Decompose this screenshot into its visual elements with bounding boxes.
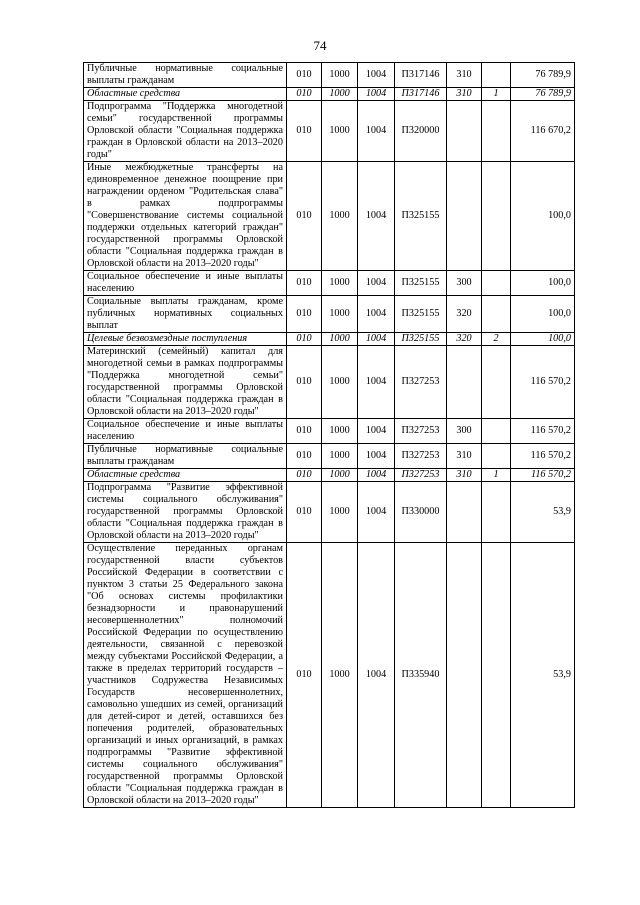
- amount-cell: 116 670,2: [511, 101, 575, 162]
- expense-type-cell: 300: [447, 419, 482, 444]
- table-row: [84, 63, 575, 88]
- budget-table: [83, 62, 575, 808]
- amount-cell: 100,0: [511, 333, 575, 346]
- section-code-cell: 1000: [322, 419, 358, 444]
- target-article-cell: П325155: [395, 162, 447, 271]
- expense-type-cell: 300: [447, 271, 482, 296]
- target-article-cell: П325155: [395, 271, 447, 296]
- target-article-cell: П317146: [395, 63, 447, 88]
- source-code-cell: [482, 346, 511, 419]
- table-row: [84, 333, 575, 346]
- amount-cell: 76 789,9: [511, 88, 575, 101]
- row-name-cell: Подпрограмма "Поддержка многодетной семьи" государственной программы Орловской области "Социальная поддержка граждан в Орловской области на 2013–2020 годы": [84, 101, 287, 162]
- section-code-cell: 1000: [322, 296, 358, 333]
- section-code-cell: 1000: [322, 101, 358, 162]
- expense-type-cell: 310: [447, 444, 482, 469]
- admin-code-cell: 010: [287, 88, 322, 101]
- subsection-code-cell: 1004: [358, 63, 395, 88]
- row-name-cell: Материнский (семейный) капитал для многодетной семьи в рамках подпрограммы "Поддержка многодетной семьи" государственной программы Орловской области "Социальная поддержка граждан в Орловской области на 2013–2020 годы": [84, 346, 287, 419]
- section-code-cell: 1000: [322, 63, 358, 88]
- table-row: [84, 162, 575, 271]
- amount-cell: 53,9: [511, 482, 575, 543]
- subsection-code-cell: 1004: [358, 333, 395, 346]
- row-name-cell: Публичные нормативные социальные выплаты гражданам: [84, 63, 287, 88]
- target-article-cell: П327253: [395, 444, 447, 469]
- section-code-cell: 1000: [322, 333, 358, 346]
- amount-cell: 116 570,2: [511, 346, 575, 419]
- expense-type-cell: [447, 543, 482, 808]
- table-row: [84, 88, 575, 101]
- section-code-cell: 1000: [322, 482, 358, 543]
- target-article-cell: П327253: [395, 419, 447, 444]
- table-row: [84, 101, 575, 162]
- row-name-cell: Областные средства: [84, 88, 287, 101]
- section-code-cell: 1000: [322, 162, 358, 271]
- subsection-code-cell: 1004: [358, 346, 395, 419]
- admin-code-cell: 010: [287, 469, 322, 482]
- amount-cell: 100,0: [511, 162, 575, 271]
- source-code-cell: 1: [482, 469, 511, 482]
- table-row: [84, 419, 575, 444]
- row-name-cell: Социальное обеспечение и иные выплаты населению: [84, 419, 287, 444]
- amount-cell: 116 570,2: [511, 444, 575, 469]
- subsection-code-cell: 1004: [358, 482, 395, 543]
- source-code-cell: [482, 162, 511, 271]
- source-code-cell: [482, 101, 511, 162]
- subsection-code-cell: 1004: [358, 296, 395, 333]
- amount-cell: 76 789,9: [511, 63, 575, 88]
- table-row: [84, 482, 575, 543]
- row-name-cell: Подпрограмма "Развитие эффективной системы социального обслуживания" государственной программы Орловской области "Социальная поддержка граждан в Орловской области на 2013–2020 годы": [84, 482, 287, 543]
- expense-type-cell: [447, 346, 482, 419]
- target-article-cell: П330000: [395, 482, 447, 543]
- amount-cell: 116 570,2: [511, 469, 575, 482]
- row-name-cell: Иные межбюджетные трансферты на единовременное денежное поощрение при награждении орденом "Родительская слава" в рамках подпрограммы "Совершенствование системы социальной поддержки отдельных категорий граждан" государственной программы Орловской области "Социальная поддержка граждан в Орловской области на 2013–2020 годы": [84, 162, 287, 271]
- table-row: [84, 271, 575, 296]
- page-number: 74: [313, 38, 327, 53]
- source-code-cell: [482, 63, 511, 88]
- row-name-cell: Социальные выплаты гражданам, кроме публичных нормативных социальных выплат: [84, 296, 287, 333]
- amount-cell: 116 570,2: [511, 419, 575, 444]
- row-name-cell: Целевые безвозмездные поступления: [84, 333, 287, 346]
- section-code-cell: 1000: [322, 444, 358, 469]
- row-name-cell: Областные средства: [84, 469, 287, 482]
- admin-code-cell: 010: [287, 271, 322, 296]
- table-row: [84, 469, 575, 482]
- target-article-cell: П325155: [395, 333, 447, 346]
- section-code-cell: 1000: [322, 88, 358, 101]
- target-article-cell: П327253: [395, 469, 447, 482]
- expense-type-cell: 320: [447, 333, 482, 346]
- section-code-cell: 1000: [322, 543, 358, 808]
- expense-type-cell: 320: [447, 296, 482, 333]
- admin-code-cell: 010: [287, 63, 322, 88]
- admin-code-cell: 010: [287, 444, 322, 469]
- admin-code-cell: 010: [287, 482, 322, 543]
- subsection-code-cell: 1004: [358, 419, 395, 444]
- source-code-cell: [482, 419, 511, 444]
- admin-code-cell: 010: [287, 543, 322, 808]
- expense-type-cell: 310: [447, 88, 482, 101]
- table-row: [84, 346, 575, 419]
- row-name-cell: Осуществление переданных органам государственной власти субъектов Российской Федерации в соответствии с пунктом 3 статьи 25 Федерального закона "Об основах системы профилактики безнадзорности и правонарушений несовершеннолетних" полномочий Российской Федерации по осуществлению деятельности, связанной с перевозкой между субъектами Российской Федерации, а также в пределах территорий государств – участников Содружества Независимых Государств несовершеннолетних, самовольно ушедших из семей, организаций для детей-сирот и детей, оставшихся без попечения родителей, образовательных организаций и иных организаций, в рамках подпрограммы "Развитие эффективной системы социального обслуживания" государственной программы Орловской области "Социальная поддержка граждан в Орловской области на 2013–2020 годы": [84, 543, 287, 808]
- subsection-code-cell: 1004: [358, 444, 395, 469]
- source-code-cell: [482, 271, 511, 296]
- expense-type-cell: [447, 482, 482, 543]
- target-article-cell: П320000: [395, 101, 447, 162]
- section-code-cell: 1000: [322, 346, 358, 419]
- expense-type-cell: 310: [447, 469, 482, 482]
- amount-cell: 100,0: [511, 271, 575, 296]
- source-code-cell: [482, 444, 511, 469]
- admin-code-cell: 010: [287, 419, 322, 444]
- subsection-code-cell: 1004: [358, 162, 395, 271]
- source-code-cell: [482, 543, 511, 808]
- table-row: [84, 444, 575, 469]
- expense-type-cell: 310: [447, 63, 482, 88]
- admin-code-cell: 010: [287, 346, 322, 419]
- admin-code-cell: 010: [287, 162, 322, 271]
- admin-code-cell: 010: [287, 296, 322, 333]
- admin-code-cell: 010: [287, 101, 322, 162]
- source-code-cell: [482, 296, 511, 333]
- amount-cell: 53,9: [511, 543, 575, 808]
- expense-type-cell: [447, 101, 482, 162]
- source-code-cell: 2: [482, 333, 511, 346]
- amount-cell: 100,0: [511, 296, 575, 333]
- subsection-code-cell: 1004: [358, 271, 395, 296]
- subsection-code-cell: 1004: [358, 543, 395, 808]
- subsection-code-cell: 1004: [358, 88, 395, 101]
- target-article-cell: П335940: [395, 543, 447, 808]
- subsection-code-cell: 1004: [358, 469, 395, 482]
- row-name-cell: Социальное обеспечение и иные выплаты населению: [84, 271, 287, 296]
- subsection-code-cell: 1004: [358, 101, 395, 162]
- table-row: [84, 543, 575, 808]
- section-code-cell: 1000: [322, 469, 358, 482]
- source-code-cell: [482, 482, 511, 543]
- row-name-cell: Публичные нормативные социальные выплаты гражданам: [84, 444, 287, 469]
- source-code-cell: 1: [482, 88, 511, 101]
- section-code-cell: 1000: [322, 271, 358, 296]
- target-article-cell: П325155: [395, 296, 447, 333]
- expense-type-cell: [447, 162, 482, 271]
- target-article-cell: П317146: [395, 88, 447, 101]
- admin-code-cell: 010: [287, 333, 322, 346]
- table-row: [84, 296, 575, 333]
- target-article-cell: П327253: [395, 346, 447, 419]
